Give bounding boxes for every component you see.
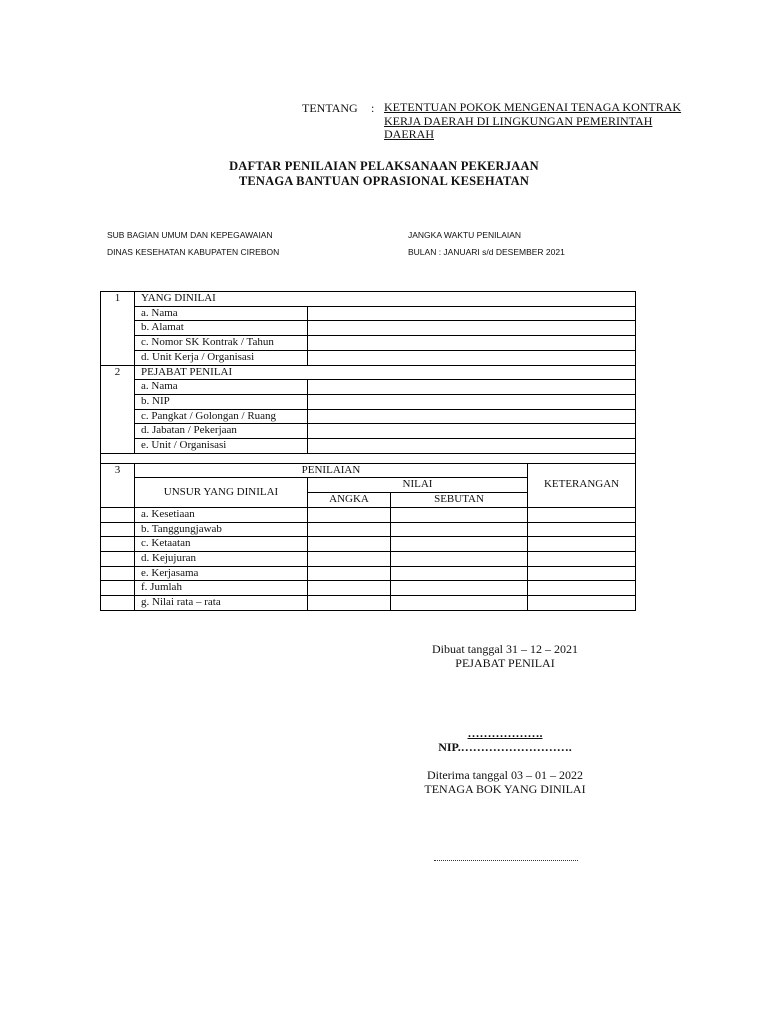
sebutan-cell[interactable] [391, 566, 528, 581]
table-row [101, 439, 636, 454]
table-row [101, 596, 636, 611]
penilaian-header: PENILAIAN [135, 463, 528, 478]
field-value[interactable] [308, 336, 636, 351]
meta-period-label: JANGKA WAKTU PENILAIAN [408, 230, 522, 240]
tentang-text [384, 101, 684, 142]
document-title-line2: TENAGA BANTUAN OPRASIONAL KESEHATAN [238, 174, 530, 188]
sebutan-cell[interactable] [391, 522, 528, 537]
field-value[interactable] [308, 439, 636, 454]
table-row [101, 321, 636, 336]
keterangan-cell[interactable] [528, 522, 636, 537]
angka-cell[interactable] [308, 537, 391, 552]
tentang-line: KETENTUAN POKOK MENGENAI TENAGA KONTRAK [384, 100, 682, 114]
keterangan-cell[interactable] [528, 566, 636, 581]
field-value[interactable] [308, 424, 636, 439]
field-label: d. Jabatan / Pekerjaan [135, 424, 308, 439]
table-row [101, 463, 636, 478]
unsur-label: e. Kerjasama [135, 566, 308, 581]
field-value[interactable] [308, 394, 636, 409]
field-value[interactable] [308, 306, 636, 321]
blank-cell [101, 537, 135, 552]
table-row [101, 522, 636, 537]
table-row [101, 350, 636, 365]
assessee-signature-line [434, 860, 578, 861]
angka-cell[interactable] [308, 507, 391, 522]
field-value[interactable] [308, 350, 636, 365]
unsur-header: UNSUR YANG DINILAI [135, 478, 308, 507]
keterangan-cell[interactable] [528, 551, 636, 566]
unsur-label: d. Kejujuran [135, 551, 308, 566]
field-value[interactable] [308, 321, 636, 336]
field-value[interactable] [308, 380, 636, 395]
evaluation-form-table [100, 291, 636, 611]
sebutan-cell[interactable] [391, 596, 528, 611]
assessor-nip: NIP.………………………. [438, 740, 572, 754]
meta-office: DINAS KESEHATAN KABUPATEN CIREBON [107, 247, 280, 257]
assessor-title: PEJABAT PENILAI [455, 656, 555, 670]
sebutan-cell[interactable] [391, 581, 528, 596]
unsur-label: a. Kesetiaan [135, 507, 308, 522]
table-row [101, 292, 636, 307]
tentang-line: KERJA DAERAH DI LINGKUNGAN PEMERINTAH [384, 113, 653, 128]
angka-cell[interactable] [308, 522, 391, 537]
meta-department: SUB BAGIAN UMUM DAN KEPEGAWAIAN [107, 230, 273, 240]
section-number: 2 [101, 365, 135, 453]
table-row [101, 380, 636, 395]
section-heading: YANG DINILAI [135, 292, 636, 307]
nilai-header: NILAI [308, 478, 528, 493]
table-row [101, 365, 636, 380]
angka-cell[interactable] [308, 596, 391, 611]
meta-period-value: BULAN : JANUARI s/d DESEMBER 2021 [408, 247, 565, 257]
angka-header: ANGKA [308, 493, 391, 508]
table-spacer-row [101, 453, 636, 463]
table-row [101, 581, 636, 596]
tentang-label: TENTANG [302, 101, 358, 115]
unsur-label: f. Jumlah [135, 581, 308, 596]
table-row [101, 424, 636, 439]
blank-cell [101, 596, 135, 611]
table-row [101, 566, 636, 581]
table-row [101, 394, 636, 409]
unsur-label: b. Tanggungjawab [135, 522, 308, 537]
section-number: 1 [101, 292, 135, 366]
angka-cell[interactable] [308, 551, 391, 566]
field-label: c. Pangkat / Golongan / Ruang [135, 409, 308, 424]
field-label: a. Nama [135, 306, 308, 321]
section-number: 3 [101, 463, 135, 507]
keterangan-header: KETERANGAN [528, 463, 636, 507]
assessor-name-placeholder: ………………. [467, 726, 543, 740]
field-label: a. Nama [135, 380, 308, 395]
document-title-line1: DAFTAR PENILAIAN PELAKSANAAN PEKERJAAN [229, 159, 539, 173]
field-value[interactable] [308, 409, 636, 424]
table-row [101, 537, 636, 552]
table-row [101, 336, 636, 351]
blank-cell [101, 507, 135, 522]
keterangan-cell[interactable] [528, 581, 636, 596]
field-label: e. Unit / Organisasi [135, 439, 308, 454]
table-row [101, 409, 636, 424]
blank-cell [101, 566, 135, 581]
sebutan-cell[interactable] [391, 537, 528, 552]
created-date: Dibuat tanggal 31 – 12 – 2021 [432, 642, 578, 656]
sebutan-header: SEBUTAN [391, 493, 528, 508]
field-label: d. Unit Kerja / Organisasi [135, 350, 308, 365]
unsur-label: g. Nilai rata – rata [135, 596, 308, 611]
keterangan-cell[interactable] [528, 596, 636, 611]
table-row [101, 306, 636, 321]
angka-cell[interactable] [308, 581, 391, 596]
field-label: b. Alamat [135, 321, 308, 336]
blank-cell [101, 522, 135, 537]
blank-cell [101, 551, 135, 566]
tentang-line: DAERAH [384, 127, 434, 141]
field-label: b. NIP [135, 394, 308, 409]
blank-cell [101, 581, 135, 596]
table-row [101, 507, 636, 522]
table-row [101, 551, 636, 566]
keterangan-cell[interactable] [528, 537, 636, 552]
sebutan-cell[interactable] [391, 551, 528, 566]
received-date: Diterima tanggal 03 – 01 – 2022 [427, 768, 583, 782]
unsur-label: c. Ketaatan [135, 537, 308, 552]
angka-cell[interactable] [308, 566, 391, 581]
keterangan-cell[interactable] [528, 507, 636, 522]
assessee-title: TENAGA BOK YANG DINILAI [424, 782, 586, 796]
tentang-colon: : [371, 101, 375, 115]
spacer-cell [101, 453, 636, 463]
sebutan-cell[interactable] [391, 507, 528, 522]
section-heading: PEJABAT PENILAI [135, 365, 636, 380]
field-label: c. Nomor SK Kontrak / Tahun [135, 336, 308, 351]
